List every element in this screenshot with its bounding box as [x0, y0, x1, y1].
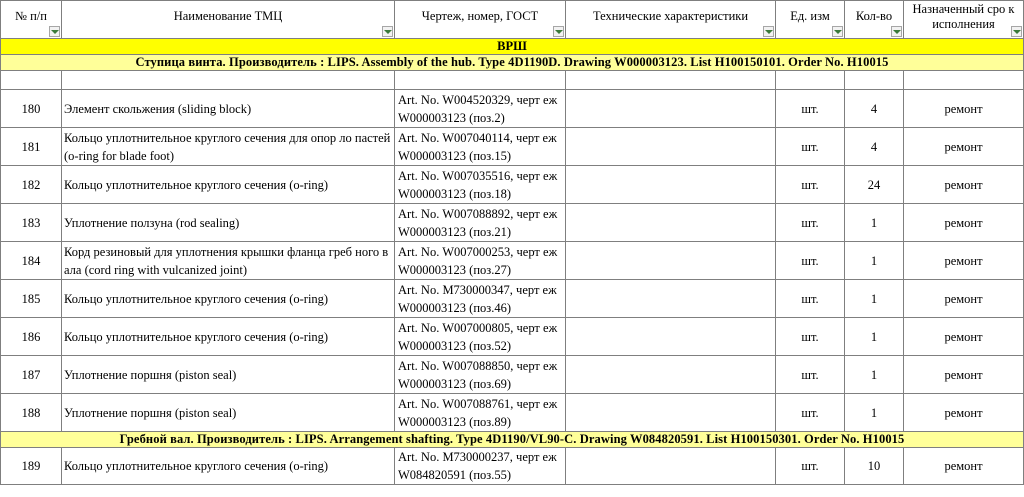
cell-name[interactable]: Уплотнение поршня (piston seal): [62, 356, 395, 394]
blank-row: [1, 71, 1024, 90]
cell-num[interactable]: 186: [1, 318, 62, 356]
filter-dropdown-icon[interactable]: [832, 26, 843, 37]
table-row: [1, 356, 1024, 394]
table-row: [1, 166, 1024, 204]
cell-assigned[interactable]: ремонт: [904, 394, 1024, 432]
cell-assigned[interactable]: ремонт: [904, 128, 1024, 166]
cell-num[interactable]: 181: [1, 128, 62, 166]
table-body: [1, 90, 1024, 432]
cell-name[interactable]: Элемент скольжения (sliding block): [62, 90, 395, 128]
cell-assigned[interactable]: ремонт: [904, 166, 1024, 204]
header-row: [1, 1, 1024, 39]
col-header-unit: Ед. изм: [776, 1, 845, 39]
table-row: [1, 128, 1024, 166]
col-header-specs: Технические характеристики: [566, 1, 776, 39]
cell-name[interactable]: Кольцо уплотнительное круглого сечения (o-ring): [62, 166, 395, 204]
cell-num[interactable]: 183: [1, 204, 62, 242]
cell-specs[interactable]: [566, 318, 776, 356]
table-row: [1, 394, 1024, 432]
cell-qty[interactable]: 24: [845, 166, 904, 204]
filter-dropdown-icon[interactable]: [891, 26, 902, 37]
cell-unit[interactable]: шт.: [776, 448, 845, 485]
group-title-shaft[interactable]: Гребной вал. Производитель : LIPS. Arrangement shafting. Type 4D1190/VL90-C. Drawing W084820591. List H100150301. Order No. H10015: [1, 432, 1024, 448]
cell-qty[interactable]: 1: [845, 394, 904, 432]
section-row: [1, 39, 1024, 55]
cell-qty[interactable]: 1: [845, 204, 904, 242]
cell-specs[interactable]: [566, 448, 776, 485]
cell-qty[interactable]: 10: [845, 448, 904, 485]
col-header-qty: Кол-во: [845, 1, 904, 39]
filter-dropdown-icon[interactable]: [763, 26, 774, 37]
cell-unit[interactable]: шт.: [776, 394, 845, 432]
table-row: [1, 90, 1024, 128]
cell-assigned[interactable]: ремонт: [904, 242, 1024, 280]
cell-specs[interactable]: [566, 128, 776, 166]
cell-assigned[interactable]: ремонт: [904, 90, 1024, 128]
cell-num[interactable]: 189: [1, 448, 62, 485]
cell-num[interactable]: 180: [1, 90, 62, 128]
cell-num[interactable]: 185: [1, 280, 62, 318]
cell-qty[interactable]: 4: [845, 90, 904, 128]
cell-num[interactable]: 182: [1, 166, 62, 204]
cell-specs[interactable]: [566, 166, 776, 204]
cell-assigned[interactable]: ремонт: [904, 356, 1024, 394]
cell-drawing[interactable]: Art. No. W007088892, черт еж W000003123 (поз.21): [395, 204, 566, 242]
cell-name[interactable]: Корд резиновый для уплотнения крышки фланца греб ного вала (cord ring with vulcanized joint): [62, 242, 395, 280]
cell-name[interactable]: Кольцо уплотнительное круглого сечения для опор ло пастей (o-ring for blade foot): [62, 128, 395, 166]
cell-drawing[interactable]: Art. No. W004520329, черт еж W000003123 (поз.2): [395, 90, 566, 128]
table-row: [1, 280, 1024, 318]
cell-unit[interactable]: шт.: [776, 204, 845, 242]
cell-unit[interactable]: шт.: [776, 128, 845, 166]
cell-name[interactable]: Кольцо уплотнительное круглого сечения (o-ring): [62, 280, 395, 318]
cell-assigned[interactable]: ремонт: [904, 204, 1024, 242]
cell-specs[interactable]: [566, 90, 776, 128]
cell-qty[interactable]: 1: [845, 318, 904, 356]
cell-drawing[interactable]: Art. No. W007040114, черт еж W000003123 (поз.15): [395, 128, 566, 166]
cell-name[interactable]: Уплотнение ползуна (rod sealing): [62, 204, 395, 242]
cell-qty[interactable]: 4: [845, 128, 904, 166]
cell-qty[interactable]: 1: [845, 280, 904, 318]
table-row: [1, 242, 1024, 280]
col-header-name: Наименование ТМЦ: [62, 1, 395, 39]
table-row: [1, 204, 1024, 242]
filter-dropdown-icon[interactable]: [1011, 26, 1022, 37]
cell-qty[interactable]: 1: [845, 242, 904, 280]
cell-num[interactable]: 184: [1, 242, 62, 280]
cell-unit[interactable]: шт.: [776, 318, 845, 356]
cell-name[interactable]: Кольцо уплотнительное круглого сечения (o-ring): [62, 318, 395, 356]
cell-specs[interactable]: [566, 242, 776, 280]
cell-drawing[interactable]: Art. No. M730000347, черт еж W000003123 (поз.46): [395, 280, 566, 318]
cell-unit[interactable]: шт.: [776, 166, 845, 204]
col-header-assigned: Назначенный сро к исполнения: [904, 1, 1024, 39]
cell-num[interactable]: 188: [1, 394, 62, 432]
cell-drawing[interactable]: Art. No. W007000253, черт еж W000003123 (поз.27): [395, 242, 566, 280]
cell-specs[interactable]: [566, 204, 776, 242]
cell-drawing[interactable]: Art. No. W007088761, черт еж W000003123 (поз.89): [395, 394, 566, 432]
section-title[interactable]: ВРШ: [1, 39, 1024, 55]
table-row: [1, 318, 1024, 356]
cell-specs[interactable]: [566, 394, 776, 432]
col-header-num: № п/п: [1, 1, 62, 39]
cell-assigned[interactable]: ремонт: [904, 448, 1024, 485]
cell-name[interactable]: Кольцо уплотнительное круглого сечения (o-ring): [62, 448, 395, 485]
cell-unit[interactable]: шт.: [776, 90, 845, 128]
group-title-hub[interactable]: Ступица винта. Производитель : LIPS. Assembly of the hub. Type 4D1190D. Drawing W000003123. List H100150101. Order No. H10015: [1, 55, 1024, 71]
col-header-drawing: Чертеж, номер, ГОСТ: [395, 1, 566, 39]
cell-num[interactable]: 187: [1, 356, 62, 394]
cell-unit[interactable]: шт.: [776, 280, 845, 318]
filter-dropdown-icon[interactable]: [382, 26, 393, 37]
cell-assigned[interactable]: ремонт: [904, 280, 1024, 318]
cell-unit[interactable]: шт.: [776, 242, 845, 280]
cell-qty[interactable]: 1: [845, 356, 904, 394]
filter-dropdown-icon[interactable]: [553, 26, 564, 37]
cell-drawing[interactable]: Art. No. W007035516, черт еж W000003123 (поз.18): [395, 166, 566, 204]
cell-drawing[interactable]: Art. No. W007000805, черт еж W000003123 (поз.52): [395, 318, 566, 356]
cell-name[interactable]: Уплотнение поршня (piston seal): [62, 394, 395, 432]
cell-unit[interactable]: шт.: [776, 356, 845, 394]
cell-specs[interactable]: [566, 356, 776, 394]
cell-drawing[interactable]: Art. No. M730000237, черт еж W084820591 (поз.55): [395, 448, 566, 485]
group-row: [1, 432, 1024, 448]
cell-specs[interactable]: [566, 280, 776, 318]
cell-drawing[interactable]: Art. No. W007088850, черт еж W000003123 (поз.69): [395, 356, 566, 394]
table-row: [1, 448, 1024, 485]
filter-dropdown-icon[interactable]: [49, 26, 60, 37]
group-row: [1, 55, 1024, 71]
cell-assigned[interactable]: ремонт: [904, 318, 1024, 356]
